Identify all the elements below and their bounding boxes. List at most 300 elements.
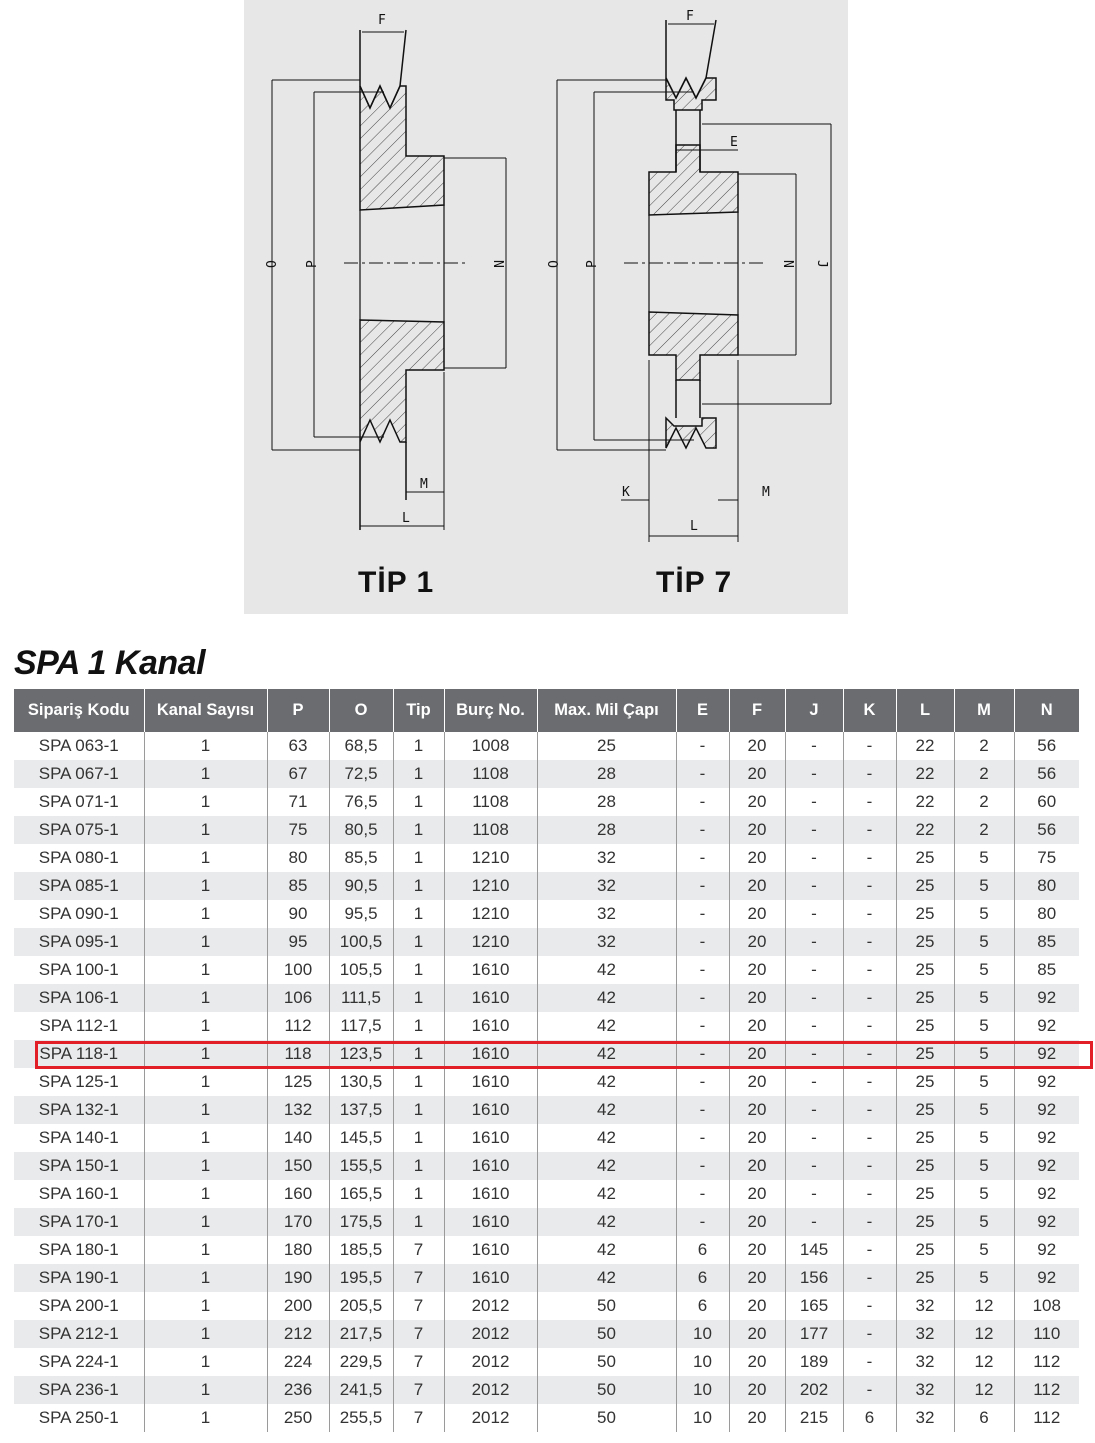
table-cell: 92 <box>1014 1096 1079 1124</box>
table-cell: SPA 080-1 <box>14 844 144 872</box>
table-cell: 42 <box>537 1096 676 1124</box>
table-cell: 1108 <box>444 788 537 816</box>
table-cell: 5 <box>954 1012 1014 1040</box>
column-header: M <box>954 689 1014 732</box>
table-cell: 130,5 <box>329 1068 393 1096</box>
table-cell: 80 <box>267 844 329 872</box>
table-cell: - <box>676 816 729 844</box>
table-cell: 1 <box>393 1068 444 1096</box>
table-cell: 205,5 <box>329 1292 393 1320</box>
table-cell: 32 <box>896 1376 954 1404</box>
table-cell: 111,5 <box>329 984 393 1012</box>
column-header: O <box>329 689 393 732</box>
tip1-dim-O: O <box>265 260 280 268</box>
tip7-dim-K: K <box>622 485 630 500</box>
table-cell: 1 <box>144 872 267 900</box>
table-cell: - <box>843 1124 896 1152</box>
table-cell: - <box>676 844 729 872</box>
table-cell: 20 <box>729 1152 785 1180</box>
table-cell: 200 <box>267 1292 329 1320</box>
table-cell: 22 <box>896 788 954 816</box>
table-cell: 1 <box>144 1292 267 1320</box>
table-cell: 10 <box>676 1404 729 1432</box>
table-cell: SPA 140-1 <box>14 1124 144 1152</box>
table-cell: - <box>843 1040 896 1068</box>
table-cell: 1610 <box>444 984 537 1012</box>
tip7-dim-E: E <box>730 135 738 150</box>
table-cell: 1 <box>144 1320 267 1348</box>
table-cell: 7 <box>393 1320 444 1348</box>
table-cell: 1 <box>144 760 267 788</box>
table-cell: - <box>843 1068 896 1096</box>
table-cell: 217,5 <box>329 1320 393 1348</box>
table-cell: SPA 224-1 <box>14 1348 144 1376</box>
table-cell: 50 <box>537 1404 676 1432</box>
table-cell: 5 <box>954 1152 1014 1180</box>
table-cell: 85 <box>1014 928 1079 956</box>
table-cell: 2012 <box>444 1376 537 1404</box>
column-header: F <box>729 689 785 732</box>
table-cell: 5 <box>954 956 1014 984</box>
table-cell: 20 <box>729 1040 785 1068</box>
table-cell: 165 <box>785 1292 843 1320</box>
table-cell: - <box>843 844 896 872</box>
table-cell: 1108 <box>444 760 537 788</box>
table-cell: 1 <box>393 956 444 984</box>
table-cell: 32 <box>896 1348 954 1376</box>
table-cell: 20 <box>729 872 785 900</box>
table-row <box>14 1208 1079 1236</box>
table-cell: 5 <box>954 1264 1014 1292</box>
table-cell: 32 <box>537 900 676 928</box>
table-cell: 12 <box>954 1348 1014 1376</box>
table-cell: 7 <box>393 1348 444 1376</box>
table-cell: 20 <box>729 1376 785 1404</box>
column-header: N <box>1014 689 1079 732</box>
table-cell: SPA 106-1 <box>14 984 144 1012</box>
table-cell: 2012 <box>444 1404 537 1432</box>
table-cell: 5 <box>954 1208 1014 1236</box>
table-body <box>14 732 1079 1432</box>
table-cell: 80 <box>1014 872 1079 900</box>
table-cell: 1 <box>393 844 444 872</box>
table-cell: 20 <box>729 1404 785 1432</box>
table-cell: SPA 063-1 <box>14 732 144 760</box>
table-cell: 2 <box>954 732 1014 760</box>
tip7-drawing <box>557 20 831 542</box>
table-cell: 1 <box>144 1096 267 1124</box>
table-cell: 123,5 <box>329 1040 393 1068</box>
table-cell: - <box>843 1348 896 1376</box>
table-cell: SPA 190-1 <box>14 1264 144 1292</box>
table-cell: 1 <box>393 1096 444 1124</box>
table-cell: - <box>843 816 896 844</box>
table-cell: 1 <box>144 956 267 984</box>
table-cell: 118 <box>267 1040 329 1068</box>
table-cell: 6 <box>676 1292 729 1320</box>
table-cell: - <box>843 1096 896 1124</box>
table-cell: 5 <box>954 872 1014 900</box>
table-cell: 1 <box>144 788 267 816</box>
column-header: Sipariş Kodu <box>14 689 144 732</box>
table-cell: 7 <box>393 1264 444 1292</box>
table-cell: 5 <box>954 1096 1014 1124</box>
table-cell: 224 <box>267 1348 329 1376</box>
table-cell: 1 <box>144 1264 267 1292</box>
table-row <box>14 1236 1079 1264</box>
table-cell: SPA 125-1 <box>14 1068 144 1096</box>
tip7-dim-N: N <box>780 260 795 268</box>
table-cell: 63 <box>267 732 329 760</box>
table-cell: 12 <box>954 1292 1014 1320</box>
table-cell: - <box>843 872 896 900</box>
table-cell: 42 <box>537 1208 676 1236</box>
table-cell: 20 <box>729 1012 785 1040</box>
table-cell: SPA 071-1 <box>14 788 144 816</box>
table-cell: - <box>843 1012 896 1040</box>
table-cell: 42 <box>537 1264 676 1292</box>
table-cell: 110 <box>1014 1320 1079 1348</box>
table-cell: 20 <box>729 1068 785 1096</box>
table-cell: 20 <box>729 1236 785 1264</box>
table-cell: 20 <box>729 1208 785 1236</box>
table-cell: SPA 067-1 <box>14 760 144 788</box>
table-cell: 1 <box>393 760 444 788</box>
table-cell: 1 <box>393 1180 444 1208</box>
table-cell: - <box>785 872 843 900</box>
table-cell: 6 <box>843 1404 896 1432</box>
table-cell: 1210 <box>444 844 537 872</box>
table-cell: 145,5 <box>329 1124 393 1152</box>
table-cell: 1 <box>393 900 444 928</box>
table-cell: 1 <box>393 788 444 816</box>
table-cell: 20 <box>729 732 785 760</box>
table-row <box>14 984 1079 1012</box>
table-cell: 25 <box>896 1180 954 1208</box>
table-cell: SPA 236-1 <box>14 1376 144 1404</box>
table-cell: 25 <box>896 1208 954 1236</box>
table-cell: - <box>843 900 896 928</box>
table-cell: 1610 <box>444 1124 537 1152</box>
table-cell: - <box>785 1208 843 1236</box>
table-cell: 28 <box>537 760 676 788</box>
table-cell: 22 <box>896 732 954 760</box>
table-cell: - <box>676 984 729 1012</box>
table-cell: 156 <box>785 1264 843 1292</box>
table-cell: 1 <box>144 928 267 956</box>
table-cell: - <box>785 1040 843 1068</box>
table-cell: 2 <box>954 788 1014 816</box>
table-cell: 190 <box>267 1264 329 1292</box>
tip1-dimension-labels <box>265 13 505 526</box>
table-cell: 20 <box>729 956 785 984</box>
table-cell: SPA 085-1 <box>14 872 144 900</box>
table-cell: 1 <box>393 1208 444 1236</box>
table-cell: 6 <box>676 1236 729 1264</box>
table-cell: 1 <box>144 1124 267 1152</box>
table-row <box>14 1180 1079 1208</box>
table-row <box>14 956 1079 984</box>
table-cell: 6 <box>954 1404 1014 1432</box>
tip7-dim-L: L <box>690 519 698 534</box>
table-cell: 60 <box>1014 788 1079 816</box>
table-cell: 42 <box>537 1124 676 1152</box>
table-cell: 25 <box>896 872 954 900</box>
table-cell: 25 <box>896 1152 954 1180</box>
table-cell: SPA 200-1 <box>14 1292 144 1320</box>
table-cell: 7 <box>393 1292 444 1320</box>
table-cell: 7 <box>393 1376 444 1404</box>
table-cell: 20 <box>729 788 785 816</box>
table-cell: 5 <box>954 1180 1014 1208</box>
table-cell: SPA 170-1 <box>14 1208 144 1236</box>
table-cell: SPA 095-1 <box>14 928 144 956</box>
table-row <box>14 1264 1079 1292</box>
table-cell: 42 <box>537 1068 676 1096</box>
table-cell: 108 <box>1014 1292 1079 1320</box>
table-cell: - <box>676 732 729 760</box>
table-cell: 5 <box>954 984 1014 1012</box>
table-cell: 5 <box>954 1068 1014 1096</box>
table-row <box>14 1348 1079 1376</box>
table-cell: 155,5 <box>329 1152 393 1180</box>
table-cell: 1 <box>144 900 267 928</box>
table-cell: - <box>843 1180 896 1208</box>
column-header: L <box>896 689 954 732</box>
table-cell: 50 <box>537 1320 676 1348</box>
table-cell: 2012 <box>444 1348 537 1376</box>
table-cell: 92 <box>1014 1208 1079 1236</box>
table-cell: 42 <box>537 1152 676 1180</box>
table-cell: 1610 <box>444 956 537 984</box>
table-row <box>14 844 1079 872</box>
column-header: P <box>267 689 329 732</box>
table-row <box>14 872 1079 900</box>
table-cell: 20 <box>729 1264 785 1292</box>
table-cell: 112 <box>1014 1376 1079 1404</box>
table-cell: 20 <box>729 760 785 788</box>
table-row <box>14 1068 1079 1096</box>
table-cell: 180 <box>267 1236 329 1264</box>
table-cell: 90,5 <box>329 872 393 900</box>
table-cell: - <box>785 1180 843 1208</box>
table-cell: - <box>843 928 896 956</box>
table-cell: 1610 <box>444 1180 537 1208</box>
table-row-highlighted <box>14 1040 1079 1068</box>
table-cell: 42 <box>537 1236 676 1264</box>
tip1-dim-N: N <box>490 260 505 268</box>
table-cell: 1 <box>144 1236 267 1264</box>
table-cell: 165,5 <box>329 1180 393 1208</box>
table-cell: 255,5 <box>329 1404 393 1432</box>
table-cell: 56 <box>1014 816 1079 844</box>
table-cell: 95 <box>267 928 329 956</box>
table-cell: - <box>785 732 843 760</box>
table-cell: 1008 <box>444 732 537 760</box>
column-header: K <box>843 689 896 732</box>
table-cell: 1210 <box>444 928 537 956</box>
table-cell: SPA 112-1 <box>14 1012 144 1040</box>
table-row <box>14 1096 1079 1124</box>
table-cell: 75 <box>1014 844 1079 872</box>
tip1-dim-F: F <box>378 13 386 28</box>
table-cell: 189 <box>785 1348 843 1376</box>
table-cell: 56 <box>1014 760 1079 788</box>
table-cell: 1 <box>144 1404 267 1432</box>
table-cell: 22 <box>896 760 954 788</box>
table-cell: 20 <box>729 1320 785 1348</box>
table-cell: 92 <box>1014 984 1079 1012</box>
table-cell: SPA 100-1 <box>14 956 144 984</box>
table-cell: 92 <box>1014 1264 1079 1292</box>
table-cell: - <box>843 1292 896 1320</box>
table-cell: 2012 <box>444 1320 537 1348</box>
table-cell: 32 <box>537 872 676 900</box>
table-cell: 1610 <box>444 1096 537 1124</box>
table-cell: 2012 <box>444 1292 537 1320</box>
table-row <box>14 1124 1079 1152</box>
table-cell: 80,5 <box>329 816 393 844</box>
table-cell: - <box>843 760 896 788</box>
table-cell: 20 <box>729 1348 785 1376</box>
table-row <box>14 900 1079 928</box>
table-cell: - <box>676 1068 729 1096</box>
table-cell: 75 <box>267 816 329 844</box>
table-cell: 32 <box>537 928 676 956</box>
table-cell: 22 <box>896 816 954 844</box>
table-cell: 12 <box>954 1376 1014 1404</box>
table-cell: 1610 <box>444 1208 537 1236</box>
table-cell: 1 <box>393 1040 444 1068</box>
table-cell: 7 <box>393 1236 444 1264</box>
table-cell: SPA 180-1 <box>14 1236 144 1264</box>
table-cell: - <box>785 900 843 928</box>
table-cell: 68,5 <box>329 732 393 760</box>
table-cell: - <box>676 1012 729 1040</box>
table-cell: 5 <box>954 928 1014 956</box>
table-cell: 25 <box>896 1068 954 1096</box>
table-cell: 92 <box>1014 1040 1079 1068</box>
table-cell: 50 <box>537 1348 676 1376</box>
table-cell: 1 <box>144 1180 267 1208</box>
table-cell: 25 <box>896 984 954 1012</box>
table-cell: 25 <box>896 844 954 872</box>
table-cell: 106 <box>267 984 329 1012</box>
table-cell: - <box>785 1068 843 1096</box>
table-cell: - <box>843 956 896 984</box>
tip1-label: TİP 1 <box>358 566 435 599</box>
table-row <box>14 1376 1079 1404</box>
table-cell: - <box>676 788 729 816</box>
table-cell: - <box>785 1012 843 1040</box>
table-cell: 32 <box>537 844 676 872</box>
table-cell: 1 <box>393 1012 444 1040</box>
table-cell: 177 <box>785 1320 843 1348</box>
tip7-dim-F: F <box>686 9 694 24</box>
table-cell: 1108 <box>444 816 537 844</box>
table-cell: - <box>785 816 843 844</box>
table-cell: 1 <box>144 1376 267 1404</box>
table-cell: - <box>676 1180 729 1208</box>
table-cell: 5 <box>954 1236 1014 1264</box>
table-row <box>14 1404 1079 1432</box>
table-cell: 92 <box>1014 1124 1079 1152</box>
table-cell: 20 <box>729 984 785 1012</box>
table-cell: - <box>785 788 843 816</box>
table-cell: - <box>843 1264 896 1292</box>
table-cell: 1210 <box>444 872 537 900</box>
table-cell: 10 <box>676 1376 729 1404</box>
tip1-dim-L: L <box>402 511 410 526</box>
table-cell: - <box>676 1152 729 1180</box>
table-row <box>14 816 1079 844</box>
table-cell: - <box>785 984 843 1012</box>
table-cell: 250 <box>267 1404 329 1432</box>
tip7-label: TİP 7 <box>656 566 733 599</box>
table-cell: 229,5 <box>329 1348 393 1376</box>
table-cell: - <box>843 788 896 816</box>
table-cell: 1610 <box>444 1068 537 1096</box>
table-cell: 132 <box>267 1096 329 1124</box>
table-cell: 42 <box>537 1012 676 1040</box>
table-cell: 1210 <box>444 900 537 928</box>
table-cell: 1610 <box>444 1152 537 1180</box>
table-cell: 20 <box>729 1292 785 1320</box>
technical-drawing-panel <box>244 0 848 614</box>
table-cell: 112 <box>1014 1404 1079 1432</box>
table-cell: 140 <box>267 1124 329 1152</box>
table-cell: - <box>676 1096 729 1124</box>
table-cell: 85,5 <box>329 844 393 872</box>
table-cell: 2 <box>954 816 1014 844</box>
column-header: J <box>785 689 843 732</box>
table-cell: - <box>676 1040 729 1068</box>
table-cell: 25 <box>537 732 676 760</box>
table-cell: 80 <box>1014 900 1079 928</box>
table-cell: - <box>676 872 729 900</box>
table-row <box>14 1292 1079 1320</box>
table-cell: SPA 150-1 <box>14 1152 144 1180</box>
table-cell: SPA 118-1 <box>14 1040 144 1068</box>
column-header: Tip <box>393 689 444 732</box>
table-cell: 185,5 <box>329 1236 393 1264</box>
spec-table <box>14 689 1079 1432</box>
table-cell: 215 <box>785 1404 843 1432</box>
table-cell: - <box>785 956 843 984</box>
table-cell: 1 <box>393 984 444 1012</box>
table-cell: - <box>785 1124 843 1152</box>
table-cell: 42 <box>537 956 676 984</box>
table-cell: 5 <box>954 844 1014 872</box>
table-cell: 125 <box>267 1068 329 1096</box>
table-cell: 195,5 <box>329 1264 393 1292</box>
column-header: Kanal Sayısı <box>144 689 267 732</box>
table-cell: - <box>843 732 896 760</box>
table-cell: 56 <box>1014 732 1079 760</box>
tip7-dim-J: J <box>814 260 829 268</box>
table-cell: 32 <box>896 1320 954 1348</box>
table-cell: 28 <box>537 816 676 844</box>
table-cell: - <box>785 928 843 956</box>
column-header: Burç No. <box>444 689 537 732</box>
table-cell: 92 <box>1014 1152 1079 1180</box>
table-cell: 236 <box>267 1376 329 1404</box>
table-cell: - <box>843 1152 896 1180</box>
table-cell: 1 <box>144 1040 267 1068</box>
table-cell: 95,5 <box>329 900 393 928</box>
table-cell: 202 <box>785 1376 843 1404</box>
table-cell: - <box>676 760 729 788</box>
